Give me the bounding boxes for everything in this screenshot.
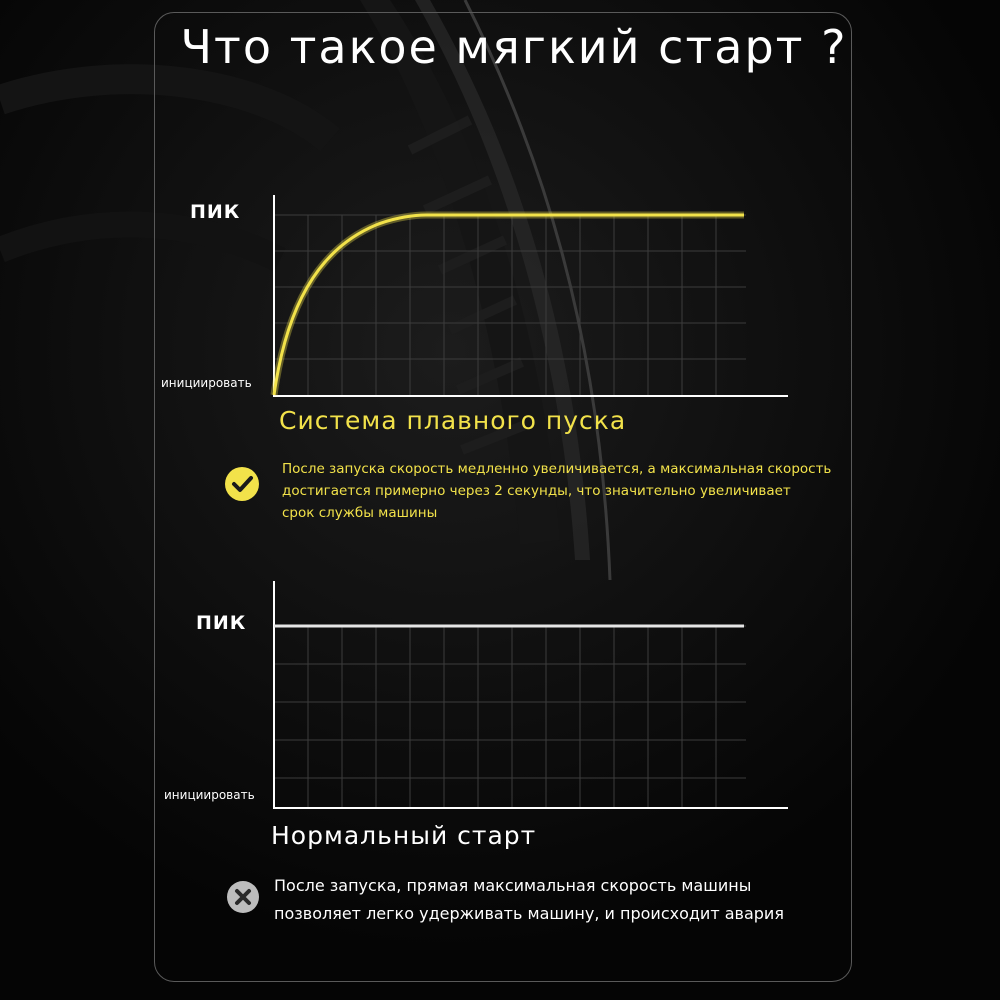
soft-start-label: инициировать xyxy=(161,376,252,390)
soft-description-line: После запуска скорость медленно увеличивается, а максимальная скорость xyxy=(282,461,832,477)
normal-description-line: После запуска, прямая максимальная скорость машины xyxy=(274,876,752,895)
soft-start-description xyxy=(282,458,862,524)
page-title: Что такое мягкий старт ? xyxy=(180,20,848,74)
normal-chart-grid xyxy=(274,626,746,808)
checkmark-icon xyxy=(224,466,260,502)
normal-start-chart xyxy=(266,576,796,816)
normal-peak-label: ПИК xyxy=(196,612,247,634)
normal-start-heading: Нормальный старт xyxy=(271,821,537,850)
soft-start-chart xyxy=(266,190,796,400)
normal-start-description xyxy=(274,872,854,928)
soft-description-line: срок службы машины xyxy=(282,505,438,521)
normal-start-label: инициировать xyxy=(164,788,255,802)
soft-start-heading: Система плавного пуска xyxy=(279,406,627,435)
soft-description-line: достигается примерно через 2 секунды, что значительно увеличивает xyxy=(282,483,791,499)
soft-peak-label: ПИК xyxy=(190,201,241,223)
normal-description-line: позволяет легко удерживать машину, и происходит авария xyxy=(274,904,784,923)
soft-start-curve-core xyxy=(274,215,744,395)
cross-icon xyxy=(226,880,260,914)
